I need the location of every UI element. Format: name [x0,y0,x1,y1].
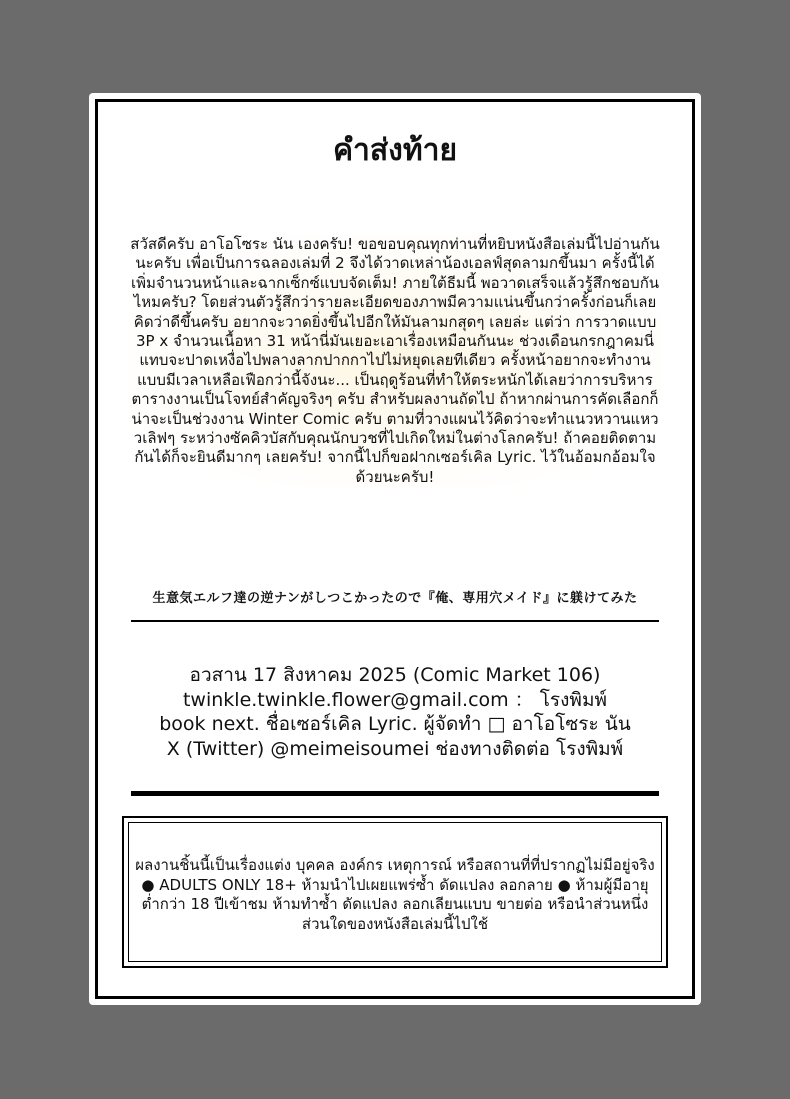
colophon-line-date: อวสาน 17 สิงหาคม 2025 (Comic Market 106) [189,664,601,686]
divider-thin [131,620,659,622]
colophon-line-circle: book next. ชื่อเซอร์เคิล Lyric. ผู้จัดทำ □ อาโอโซระ นัน [159,713,631,735]
colophon [109,663,681,761]
book-page [89,93,701,1005]
legal-notice-box [122,816,668,968]
book-title-japanese: 生意気エルフ達の逆ナンがしつこかったので『俺、専用穴メイド』に躾けてみた [152,591,638,606]
legal-notice-text: ผลงานชิ้นนี้เป็นเรื่องแต่ง บุคคล องค์กร เหตุการณ์ หรือสถานที่ที่ปรากฏไม่มีอยู่จริง ● ADULTS ONLY 18+ ห้ามนำไปเผยแพร่ซ้ำ ดัดแปลง ลอกลาย ● ห้ามผู้มีอายุต่ำกว่า 18 ปีเข้าชม ห้ามทำซ้ำ ดัดแปลง ลอกเลียนแบบ ขายต่อ หรือนำส่วนหนึ่งส่วนใดของหนังสือเล่มนี้ไปใช้ [135,856,655,933]
page-title: คำส่งท้าย [332,133,458,168]
colophon-line-twitter: X (Twitter) @meimeisoumei ช่องทางติดต่อ โรงพิมพ์ [166,737,624,760]
colophon-line-email: twinkle.twinkle.flower@gmail.com ： โรงพิมพ์ [182,688,607,711]
afterword-text: สวัสดีครับ อาโอโซระ นัน เองครับ! ขอขอบคุณทุกท่านที่หยิบหนังสือเล่มนี้ไปอ่านกันนะครับ เพื่อเป็นการฉลองเล่มที่ 2 จึงได้วาดเหล่าน้องเอลฟ์สุดลามกขึ้นมา ครั้งนี้ได้ เพิ่มจำนวนหน้าและฉากเซ็กซ์แบบจัดเต็ม! ภายใต้ธีมนี้ พอวาดเสร็จแล้วรู้สึกชอบกันไหมครับ? โดยส่วนตัวรู้สึกว่ารายละเอียดของภาพมีความแน่นขึ้นกว่าครั้งก่อนก็เลยคิดว่าดีขึ้นครับ อยากจะวาดยิ่งขึ้นไปอีกให้มันลามกสุดๆ เลยล่ะ แต่ว่า การวาดแบบ 3P x จำนวนเนื้อหา 31 หน้านี่มันเยอะเอาเรื่องเหมือนกันนะ ช่วงเดือนกรกฎาคมนี่แทบจะปาดเหงื่อไปพลางลากปากกาไปไม่หยุดเลยทีเดียว ครั้งหน้าอยากจะทำงานแบบมีเวลาเหลือเฟือกว่านี้จังนะ... เป็นฤดูร้อนที่ทำให้ตระหนักได้เลยว่าการบริหารตารางงานเป็นโจทย์สำคัญจริงๆ ครับ สำหรับผลงานถัดไป ถ้าหากผ่านการคัดเลือกก็น่าจะเป็นช่วงงาน Winter Comic ครับ ตามที่วางแผนไว้คิดว่าจะทำแนวหวานแหววเลิฟๆ ระหว่างซัคคิวบัสกับคุณนักบวชที่ไปเกิดใหม่ในต่างโลกครับ! ถ้าคอยติดตามกันได้ก็จะยินดีมากๆ เลยครับ! จากนี้ไปก็ขอฝากเซอร์เคิล Lyric. ไว้ในอ้อมกอ้อมใจด้วยนะครับ! [130,235,660,486]
divider-thick [131,791,659,796]
